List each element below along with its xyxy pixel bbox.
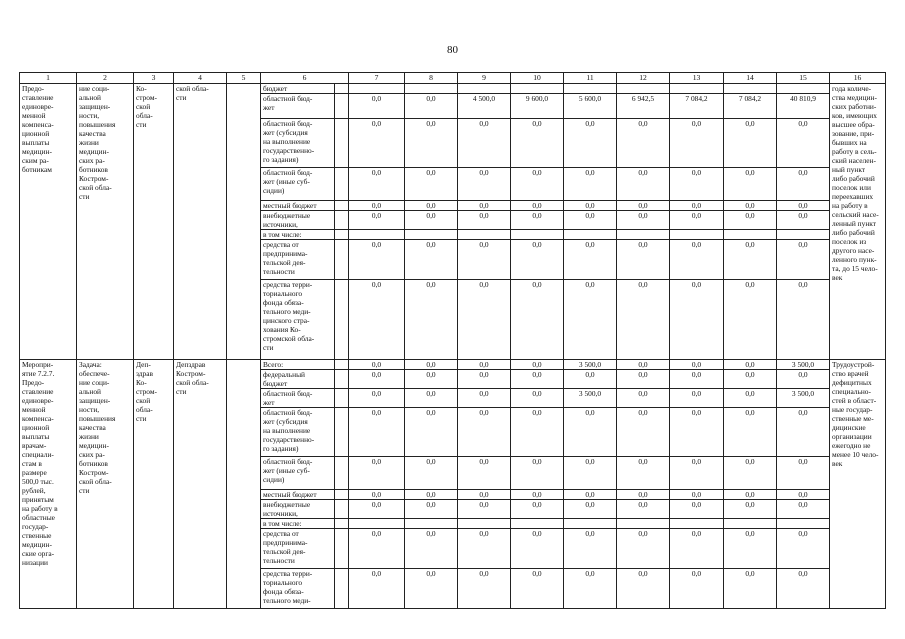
amount-cell: 0,0 <box>458 408 511 457</box>
amount-cell: 0,0 <box>777 370 830 389</box>
amount-cell: 0,0 <box>405 529 458 569</box>
amount-cell: 0,0 <box>458 569 511 609</box>
amount-cell: 0,0 <box>670 211 724 230</box>
table-row <box>20 84 886 94</box>
amount-cell: 0,0 <box>724 119 777 168</box>
amount-cell <box>349 230 405 240</box>
header-cell-11: 11 <box>564 73 617 84</box>
amount-cell: 0,0 <box>724 389 777 408</box>
amount-cell: 0,0 <box>511 211 564 230</box>
funding-source-cell: внебюджетные источники, <box>261 500 335 519</box>
amount-cell <box>511 84 564 94</box>
amount-cell: 0,0 <box>511 490 564 500</box>
amount-cell <box>777 84 830 94</box>
amount-cell <box>670 230 724 240</box>
amount-cell: 0,0 <box>777 529 830 569</box>
spacer-cell <box>335 389 349 408</box>
header-cell-15: 15 <box>777 73 830 84</box>
amount-cell: 0,0 <box>458 211 511 230</box>
amount-cell: 0,0 <box>617 408 670 457</box>
table-row <box>20 360 886 370</box>
amount-cell: 0,0 <box>511 500 564 519</box>
header-cell-16: 16 <box>830 73 886 84</box>
amount-cell: 0,0 <box>511 240 564 280</box>
spacer-cell <box>335 370 349 389</box>
amount-cell: 0,0 <box>511 569 564 609</box>
amount-cell: 0,0 <box>564 370 617 389</box>
spacer-cell <box>335 84 349 94</box>
column-5-cell <box>227 360 261 609</box>
header-cell-3: 3 <box>134 73 174 84</box>
amount-cell: 0,0 <box>511 529 564 569</box>
amount-cell <box>617 84 670 94</box>
amount-cell: 0,0 <box>724 408 777 457</box>
amount-cell: 0,0 <box>405 240 458 280</box>
amount-cell: 40 810,9 <box>777 94 830 119</box>
amount-cell <box>511 519 564 529</box>
amount-cell: 0,0 <box>777 569 830 609</box>
amount-cell <box>724 230 777 240</box>
amount-cell: 0,0 <box>458 240 511 280</box>
amount-cell: 0,0 <box>564 500 617 519</box>
funding-source-cell: в том числе: <box>261 519 335 529</box>
amount-cell: 0,0 <box>617 211 670 230</box>
amount-cell: 0,0 <box>617 529 670 569</box>
amount-cell: 3 500,0 <box>777 360 830 370</box>
spacer-cell <box>335 119 349 168</box>
spacer-cell <box>335 230 349 240</box>
amount-cell: 0,0 <box>458 500 511 519</box>
funding-source-cell: местный бюджет <box>261 201 335 211</box>
amount-cell: 3 500,0 <box>564 389 617 408</box>
amount-cell: 0,0 <box>724 240 777 280</box>
header-row <box>20 73 886 84</box>
header-cell-12: 12 <box>617 73 670 84</box>
amount-cell: 0,0 <box>670 280 724 360</box>
amount-cell: 0,0 <box>670 529 724 569</box>
spacer-cell <box>335 240 349 280</box>
activity-name-cell: Меропри- ятие 7.2.7. Предо- ставление единовре- менной компенса- ционной выплаты врачам- специали- стам в размере 500,0 тыс. рублей, принятым на работу в областные государ- ственные медицин- ские орга- низации <box>20 360 77 609</box>
header-cell-5: 5 <box>227 73 261 84</box>
amount-cell: 0,0 <box>724 201 777 211</box>
amount-cell: 0,0 <box>349 490 405 500</box>
amount-cell: 0,0 <box>564 490 617 500</box>
amount-cell: 0,0 <box>670 408 724 457</box>
amount-cell: 0,0 <box>724 457 777 490</box>
funding-source-cell: областной бюд- жет <box>261 94 335 119</box>
amount-cell: 0,0 <box>777 168 830 201</box>
amount-cell: 0,0 <box>777 280 830 360</box>
amount-cell: 0,0 <box>349 569 405 609</box>
amount-cell: 0,0 <box>564 168 617 201</box>
amount-cell: 0,0 <box>777 240 830 280</box>
amount-cell <box>724 84 777 94</box>
amount-cell: 9 600,0 <box>511 94 564 119</box>
amount-cell: 0,0 <box>458 370 511 389</box>
amount-cell <box>405 519 458 529</box>
funding-source-cell: средства терри- ториального фонда обяза- тельного меди- цинского стра- хования Ко- стромской обла- сти <box>261 280 335 360</box>
amount-cell: 0,0 <box>349 370 405 389</box>
spacer-cell <box>335 168 349 201</box>
amount-cell: 0,0 <box>724 360 777 370</box>
funding-source-cell: областной бюд- жет (субсидия на выполнение государственно- го задания) <box>261 408 335 457</box>
amount-cell: 0,0 <box>564 211 617 230</box>
amount-cell: 0,0 <box>405 457 458 490</box>
amount-cell: 0,0 <box>349 280 405 360</box>
funding-source-cell: областной бюд- жет (иные суб- сидии) <box>261 168 335 201</box>
amount-cell: 0,0 <box>670 457 724 490</box>
amount-cell: 0,0 <box>405 211 458 230</box>
amount-cell: 0,0 <box>617 280 670 360</box>
amount-cell <box>511 230 564 240</box>
amount-cell: 0,0 <box>511 201 564 211</box>
amount-cell: 3 500,0 <box>564 360 617 370</box>
amount-cell: 0,0 <box>349 457 405 490</box>
amount-cell: 0,0 <box>724 569 777 609</box>
funding-source-cell: местный бюджет <box>261 490 335 500</box>
amount-cell: 0,0 <box>724 490 777 500</box>
amount-cell <box>349 84 405 94</box>
spacer-cell <box>335 408 349 457</box>
amount-cell: 0,0 <box>617 240 670 280</box>
spacer-cell <box>335 500 349 519</box>
amount-cell: 0,0 <box>511 408 564 457</box>
funding-source-cell: в том числе: <box>261 230 335 240</box>
amount-cell: 0,0 <box>617 168 670 201</box>
spacer-cell <box>335 529 349 569</box>
amount-cell: 0,0 <box>458 529 511 569</box>
amount-cell: 0,0 <box>777 408 830 457</box>
amount-cell: 7 084,2 <box>670 94 724 119</box>
amount-cell <box>458 230 511 240</box>
amount-cell <box>617 519 670 529</box>
spacer-cell <box>335 201 349 211</box>
header-cell-13: 13 <box>670 73 724 84</box>
amount-cell: 0,0 <box>724 529 777 569</box>
amount-cell <box>670 519 724 529</box>
amount-cell: 0,0 <box>349 500 405 519</box>
funding-source-cell: средства от предпринима- тельской дея- тельности <box>261 240 335 280</box>
amount-cell: 0,0 <box>670 360 724 370</box>
header-cell-2: 2 <box>77 73 134 84</box>
header-cell-4: 4 <box>174 73 227 84</box>
amount-cell: 0,0 <box>564 280 617 360</box>
amount-cell: 0,0 <box>458 360 511 370</box>
header-cell-1: 1 <box>20 73 77 84</box>
spacer-cell <box>335 94 349 119</box>
funding-source-cell: областной бюд- жет (иные суб- сидии) <box>261 457 335 490</box>
header-cell-10: 10 <box>511 73 564 84</box>
amount-cell <box>670 84 724 94</box>
amount-cell: 0,0 <box>349 168 405 201</box>
funding-source-cell: областной бюд- жет <box>261 389 335 408</box>
amount-cell: 0,0 <box>458 280 511 360</box>
amount-cell: 0,0 <box>511 280 564 360</box>
amount-cell: 0,0 <box>405 119 458 168</box>
amount-cell: 3 500,0 <box>777 389 830 408</box>
amount-cell: 0,0 <box>458 457 511 490</box>
amount-cell: 0,0 <box>405 94 458 119</box>
amount-cell: 0,0 <box>458 490 511 500</box>
funding-source-cell: Всего: <box>261 360 335 370</box>
amount-cell: 0,0 <box>511 457 564 490</box>
amount-cell: 0,0 <box>724 280 777 360</box>
amount-cell: 0,0 <box>349 201 405 211</box>
result-cell: года количе- ства медицин- ских работни- ков, имеющих высшее обра- зование, при- бывших на работу в сель- ский населен- ный пункт либо рабочий поселок или переехавших на работу в сельский насе- ленный пункт либо рабочий поселок из другого насе- ленного пунк- та, до 15 чело- век <box>830 84 886 360</box>
amount-cell: 0,0 <box>349 240 405 280</box>
amount-cell: 7 084,2 <box>724 94 777 119</box>
funding-source-cell: средства от предпринима- тельской дея- тельности <box>261 529 335 569</box>
header-cell-8: 8 <box>405 73 458 84</box>
amount-cell <box>458 84 511 94</box>
amount-cell: 0,0 <box>511 389 564 408</box>
amount-cell: 0,0 <box>405 370 458 389</box>
amount-cell: 0,0 <box>349 119 405 168</box>
amount-cell: 0,0 <box>617 119 670 168</box>
amount-cell: 0,0 <box>564 529 617 569</box>
amount-cell: 0,0 <box>670 370 724 389</box>
funding-source-cell: средства терри- ториального фонда обяза- тельного меди- <box>261 569 335 609</box>
amount-cell: 0,0 <box>617 360 670 370</box>
amount-cell: 0,0 <box>617 500 670 519</box>
responsible-cell: Ко- стром- ской обла- сти <box>134 84 174 360</box>
header-cell-9: 9 <box>458 73 511 84</box>
amount-cell: 0,0 <box>405 408 458 457</box>
amount-cell: 5 600,0 <box>564 94 617 119</box>
amount-cell: 6 942,5 <box>617 94 670 119</box>
amount-cell <box>405 84 458 94</box>
executor-cell: Депздрав Костром- ской обла- сти <box>174 360 227 609</box>
budget-table <box>19 72 886 609</box>
amount-cell: 0,0 <box>670 389 724 408</box>
amount-cell: 0,0 <box>724 168 777 201</box>
amount-cell: 0,0 <box>564 569 617 609</box>
amount-cell: 0,0 <box>777 201 830 211</box>
amount-cell: 0,0 <box>670 490 724 500</box>
amount-cell: 0,0 <box>564 201 617 211</box>
amount-cell: 0,0 <box>458 201 511 211</box>
amount-cell: 0,0 <box>617 457 670 490</box>
amount-cell: 0,0 <box>405 360 458 370</box>
amount-cell <box>617 230 670 240</box>
amount-cell: 0,0 <box>617 370 670 389</box>
page-number: 80 <box>447 44 458 56</box>
amount-cell: 0,0 <box>670 500 724 519</box>
amount-cell: 0,0 <box>405 569 458 609</box>
amount-cell: 0,0 <box>511 360 564 370</box>
amount-cell <box>777 519 830 529</box>
amount-cell: 0,0 <box>511 119 564 168</box>
amount-cell: 0,0 <box>405 490 458 500</box>
header-cell-6: 6 <box>261 73 349 84</box>
task-cell: ние соци- альной защищен- ности, повышения качества жизни медицин- ских ра- ботников Костром- ской обла- сти <box>77 84 134 360</box>
spacer-cell <box>335 519 349 529</box>
amount-cell: 0,0 <box>564 240 617 280</box>
amount-cell: 0,0 <box>349 360 405 370</box>
amount-cell: 0,0 <box>777 119 830 168</box>
amount-cell: 0,0 <box>458 168 511 201</box>
amount-cell: 0,0 <box>564 119 617 168</box>
amount-cell <box>564 84 617 94</box>
amount-cell <box>724 519 777 529</box>
amount-cell: 4 500,0 <box>458 94 511 119</box>
spacer-cell <box>335 457 349 490</box>
amount-cell: 0,0 <box>724 211 777 230</box>
funding-source-cell: внебюджетные источники, <box>261 211 335 230</box>
funding-source-cell: областной бюд- жет (субсидия на выполнение государственно- го задания) <box>261 119 335 168</box>
result-cell: Трудоустрой- ство врачей дефицитных специально- стей в област- ные государ- ственные ме- дицинские организации ежегодно не менее 10 чело- век <box>830 360 886 609</box>
amount-cell <box>777 230 830 240</box>
responsible-cell: Деп- здрав Ко- стром- ской обла- сти <box>134 360 174 609</box>
executor-cell: ской обла- сти <box>174 84 227 360</box>
amount-cell: 0,0 <box>777 457 830 490</box>
amount-cell: 0,0 <box>405 280 458 360</box>
amount-cell: 0,0 <box>458 389 511 408</box>
amount-cell: 0,0 <box>349 389 405 408</box>
amount-cell: 0,0 <box>724 370 777 389</box>
amount-cell: 0,0 <box>564 408 617 457</box>
amount-cell: 0,0 <box>617 389 670 408</box>
amount-cell: 0,0 <box>405 201 458 211</box>
header-cell-7: 7 <box>349 73 405 84</box>
amount-cell: 0,0 <box>349 211 405 230</box>
amount-cell: 0,0 <box>458 119 511 168</box>
spacer-cell <box>335 360 349 370</box>
amount-cell <box>564 519 617 529</box>
amount-cell <box>349 519 405 529</box>
amount-cell: 0,0 <box>405 168 458 201</box>
amount-cell: 0,0 <box>511 168 564 201</box>
amount-cell: 0,0 <box>670 569 724 609</box>
amount-cell: 0,0 <box>349 408 405 457</box>
amount-cell: 0,0 <box>724 500 777 519</box>
amount-cell: 0,0 <box>777 211 830 230</box>
amount-cell: 0,0 <box>564 457 617 490</box>
spacer-cell <box>335 280 349 360</box>
amount-cell: 0,0 <box>349 529 405 569</box>
header-cell-14: 14 <box>724 73 777 84</box>
amount-cell: 0,0 <box>405 500 458 519</box>
spacer-cell <box>335 490 349 500</box>
funding-source-cell: федеральный бюджет <box>261 370 335 389</box>
amount-cell <box>405 230 458 240</box>
amount-cell: 0,0 <box>670 201 724 211</box>
amount-cell: 0,0 <box>670 168 724 201</box>
column-5-cell <box>227 84 261 360</box>
amount-cell: 0,0 <box>511 370 564 389</box>
amount-cell <box>458 519 511 529</box>
amount-cell: 0,0 <box>349 94 405 119</box>
amount-cell: 0,0 <box>617 569 670 609</box>
spacer-cell <box>335 211 349 230</box>
amount-cell <box>564 230 617 240</box>
amount-cell: 0,0 <box>617 490 670 500</box>
spacer-cell <box>335 569 349 609</box>
amount-cell: 0,0 <box>617 201 670 211</box>
task-cell: Задача: обеспече- ние соци- альной защищен- ности, повышения качества жизни медицин- ских ра- ботников Костром- ской обла- сти <box>77 360 134 609</box>
amount-cell: 0,0 <box>670 240 724 280</box>
amount-cell: 0,0 <box>670 119 724 168</box>
amount-cell: 0,0 <box>777 490 830 500</box>
activity-name-cell: Предо- ставление единовре- менной компенса- ционной выплаты медицин- ским ра- ботникам <box>20 84 77 360</box>
amount-cell: 0,0 <box>777 500 830 519</box>
funding-source-cell: бюджет <box>261 84 335 94</box>
amount-cell: 0,0 <box>405 389 458 408</box>
